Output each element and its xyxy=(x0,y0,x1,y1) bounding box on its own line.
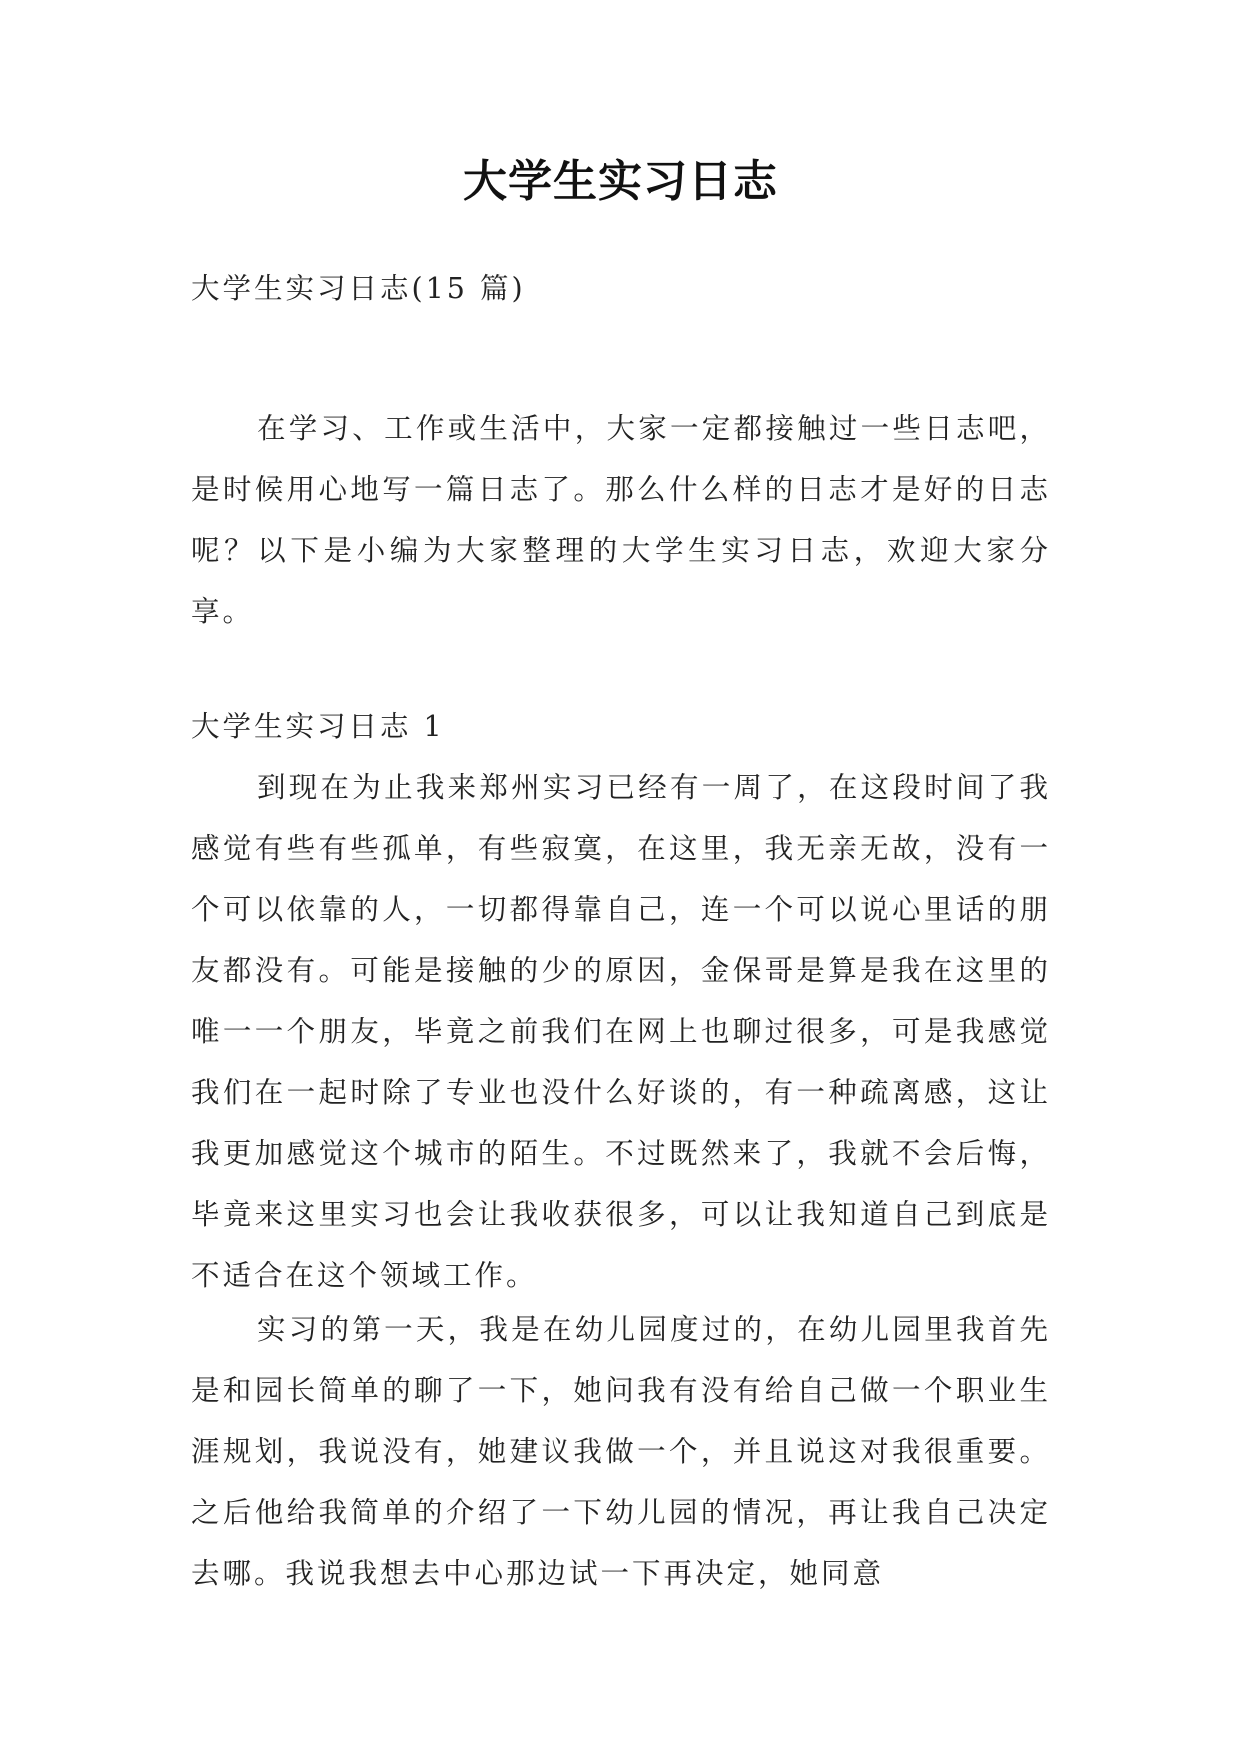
body-paragraph-2: 实习的第一天，我是在幼儿园度过的，在幼儿园里我首先是和园长简单的聊了一下，她问我有没有给自己做一个职业生涯规划，我说没有，她建议我做一个，并且说这对我很重要。之后他给我简单的介绍了一下幼儿园的情况，再让我自己决定去哪。我说我想去中心那边试一下再决定，她同意 xyxy=(191,1313,1051,1590)
document-subtitle: 大学生实习日志(15 篇) xyxy=(191,272,526,305)
section-heading: 大学生实习日志 1 xyxy=(191,710,445,743)
body-paragraph-1: 到现在为止我来郑州实习已经有一周了，在这段时间了我感觉有些有些孤单，有些寂寞，在这里，我无亲无故，没有一个可以依靠的人，一切都得靠自己，连一个可以说心里话的朋友都没有。可能是接触的少的原因，金保哥是算是我在这里的唯一一个朋友，毕竟之前我们在网上也聊过很多，可是我感觉我们在一起时除了专业也没什么好谈的，有一种疏离感，这让我更加感觉这个城市的陌生。不过既然来了，我就不会后悔，毕竟来这里实习也会让我收获很多，可以让我知道自己到底是不适合在这个领域工作。 xyxy=(191,771,1051,1292)
intro-paragraph: 在学习、工作或生活中，大家一定都接触过一些日志吧，是时候用心地写一篇日志了。那么什么样的日志才是好的日志呢？以下是小编为大家整理的大学生实习日志，欢迎大家分享。 xyxy=(191,412,1051,628)
document-title: 大学生实习日志 xyxy=(463,156,778,207)
